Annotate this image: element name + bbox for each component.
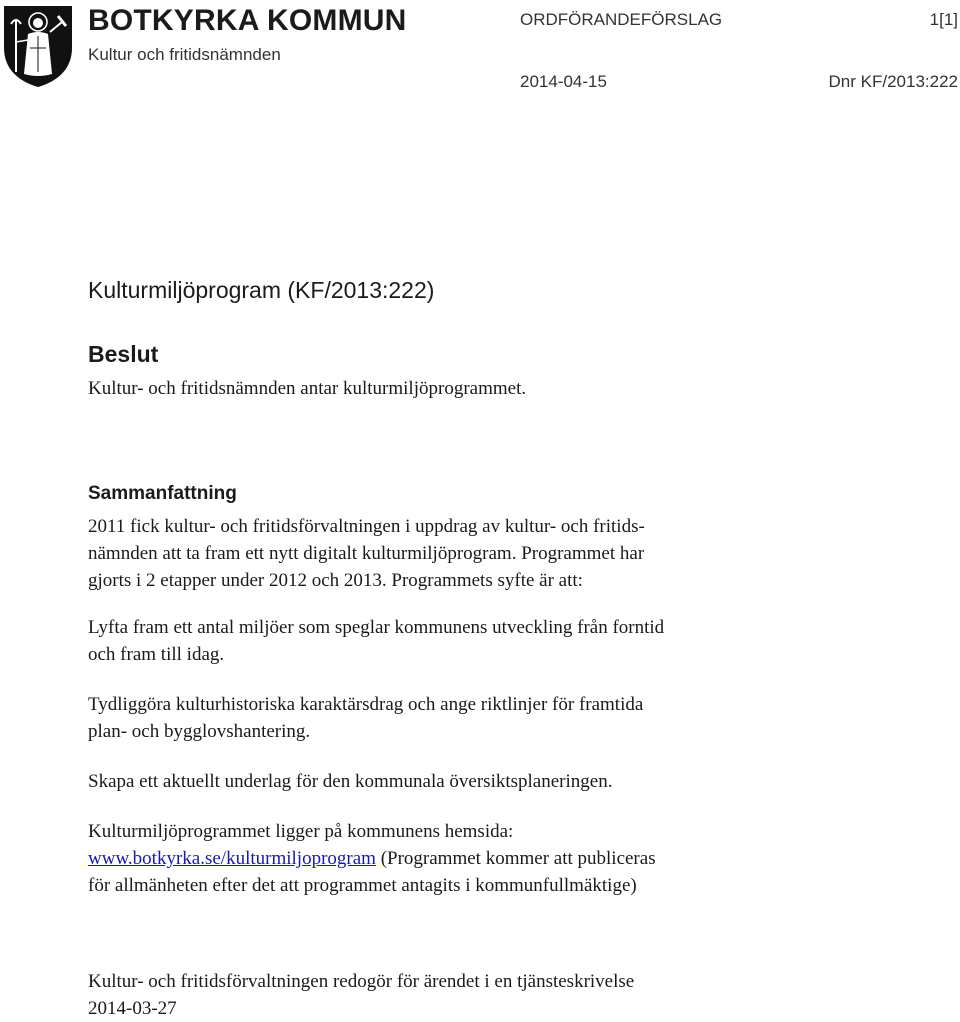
website-line-with-link (88, 845, 828, 872)
purpose-item-3 (88, 768, 828, 795)
summary-line: nämnden att ta fram ett nytt digitalt kulturmiljöprogram. Programmet har (88, 543, 645, 564)
document-date: 2014-04-15 (520, 72, 607, 91)
document-type: ORDFÖRANDEFÖRSLAG (520, 10, 723, 29)
footer-date: 2014-03-27 (88, 998, 177, 1019)
department-name: Kultur och fritidsnämnden (88, 45, 281, 64)
purpose-line: Tydliggöra kulturhistoriska karaktärsdrag och ange riktlinjer för framtida (88, 694, 644, 715)
org-name: BOTKYRKA KOMMUN (88, 4, 407, 37)
purpose-item-1 (88, 614, 828, 668)
summary-heading: Sammanfattning (88, 483, 237, 504)
coat-of-arms-icon (0, 2, 76, 88)
summary-paragraph (88, 513, 828, 594)
summary-line: 2011 fick kultur- och fritidsförvaltningen i uppdrag av kultur- och fritids- (88, 516, 645, 537)
beslut-text: Kultur- och fritidsnämnden antar kulturmiljöprogrammet. (88, 378, 527, 399)
document-title: Kulturmiljöprogram (KF/2013:222) (88, 277, 435, 303)
purpose-line: och fram till idag. (88, 644, 225, 665)
purpose-item-2 (88, 691, 828, 745)
summary-line: gjorts i 2 etapper under 2012 och 2013. Programmets syfte är att: (88, 570, 583, 591)
beslut-heading: Beslut (88, 341, 159, 367)
page-number: 1[1] (929, 10, 958, 29)
document-reference: Dnr KF/2013:222 (828, 72, 958, 91)
purpose-line: plan- och bygglovshantering. (88, 721, 311, 742)
footer-line: Kultur- och fritidsförvaltningen redogör för ärendet i en tjänsteskrivelse (88, 971, 635, 992)
footer-paragraph (88, 968, 828, 1022)
website-line: för allmänheten efter det att programmet antagits i kommunfullmäktige) (88, 875, 637, 896)
program-link[interactable]: www.botkyrka.se/kulturmiljoprogram (88, 848, 376, 869)
website-paragraph (88, 818, 828, 899)
website-line: Kulturmiljöprogrammet ligger på kommunens hemsida: (88, 821, 514, 842)
website-line-rest: (Programmet kommer att publiceras (375, 848, 656, 869)
purpose-line: Skapa ett aktuellt underlag för den kommunala översiktsplaneringen. (88, 771, 613, 792)
purpose-line: Lyfta fram ett antal miljöer som speglar kommunens utveckling från forntid (88, 617, 665, 638)
